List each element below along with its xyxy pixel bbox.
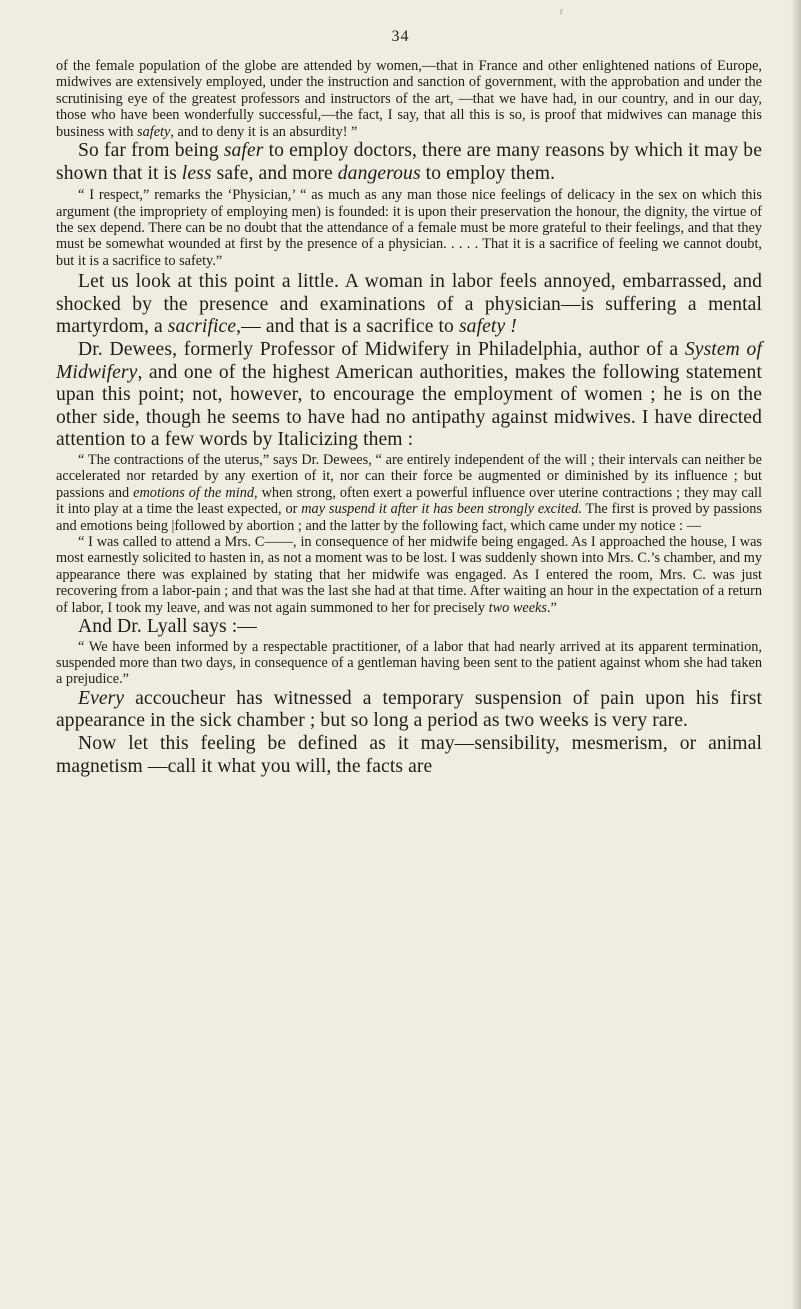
paragraph-sacrifice: Let us look at this point a little. A woman in labor feels annoyed, embarrassed, and shocked by the presence and examinations of a physician—is suffering a mental martyrdom, a sacrifice,— and that is a sacrifice to safety ! — [56, 271, 762, 338]
page-number: 34 — [391, 28, 410, 45]
paragraph-mesmerism: Now let this feeling be defined as it may—sensibility, mesmerism, or animal magnetism —call it what you will, the facts are — [56, 733, 762, 777]
physician-quote: “ I respect,” remarks the ‘Physician,’ “ as much as any man those nice feelings of delicacy in the sex on which this argument (the impropriety of employing men) is founded: it is upon their preservation the honour, the dignity, the virtue of the sex depend. There can be no doubt that the attendance of a female must be more grateful to their feelings, and that they must be somewhat wounded at first by the presence of a physician. . . . . That it is a sacrifice of feeling we cannot doubt, but it is a sacrifice to safety.” — [56, 187, 762, 269]
page-edge-shadow — [791, 0, 801, 1309]
paragraph-accoucheur: Every accoucheur has witnessed a temporary suspension of pain upon his first appearance in the sick chamber ; but so long a period as two weeks is very rare. — [56, 687, 762, 732]
dewees-quote: “ The contractions of the uterus,” says Dr. Dewees, “ are entirely independent of the will ; their intervals can neither be accelerated nor retarded by any exertion of it, nor can their force be augmented or diminished by its influence ; but passions and emotions of the mind, when strong, often exert a powerful influence over uterine contractions ; they may call it into play at a time the least expected, or may suspend it after it has been strongly excited. The first is proved by passions and emotions being |followed by abortion ; and the latter by the following fact, which came under my notice : — — [56, 452, 762, 534]
corner-mark: r — [560, 6, 563, 16]
quote-continuation: of the female population of the globe are attended by women,—that in France and other enlightened nations of Europe, midwives are extensively employed, under the instruction and sanction of government, with the approbation and under the scrutinising eye of the greatest professors and instructors of the art, —that we have had, in our country, and in our day, those who have been wonderfully successful,—the fact, I say, that all this is so, is proof that midwives can manage this business with safety, and to deny it is an absurdity! ” — [56, 58, 762, 140]
page-body — [56, 58, 762, 778]
paragraph-lyall: And Dr. Lyall says :— — [78, 616, 257, 638]
paragraph-dewees: Dr. Dewees, formerly Professor of Midwifery in Philadelphia, author of a System of Midwifery, and one of the highest American authorities, makes the following statement upan this point; not, however, to encourage the employment of women ; he is on the other side, though he seems to have had no antipathy against midwives. I have directed attention to a few words by Italicizing them : — [56, 339, 762, 451]
lyall-quote: “ We have been informed by a respectable practitioner, of a labor that had nearly arrived at its apparent termination, suspended more than two days, in consequence of a gentleman having been sent to the patient against whom she had taken a prejudice.” — [56, 638, 762, 688]
dewees-case-quote: “ I was called to attend a Mrs. C——, in consequence of her midwife being engaged. As I approached the house, I was most earnestly solicited to hasten in, as not a moment was to be lost. I was suddenly shown into Mrs. C.’s chamber, and my appearance there was explained by stating that her midwife was engaged. As I entered the room, Mrs. C. was just recovering from a labor-pain ; and that was the last she had at that time. After waiting an hour in the expectation of a return of labor, I took my leave, and was not again summoned to her for precisely two weeks.” — [56, 534, 762, 616]
paragraph-safer: So far from being safer to employ doctors, there are many reasons by which it may be shown that it is less safe, and more dangerous to employ them. — [56, 140, 763, 184]
